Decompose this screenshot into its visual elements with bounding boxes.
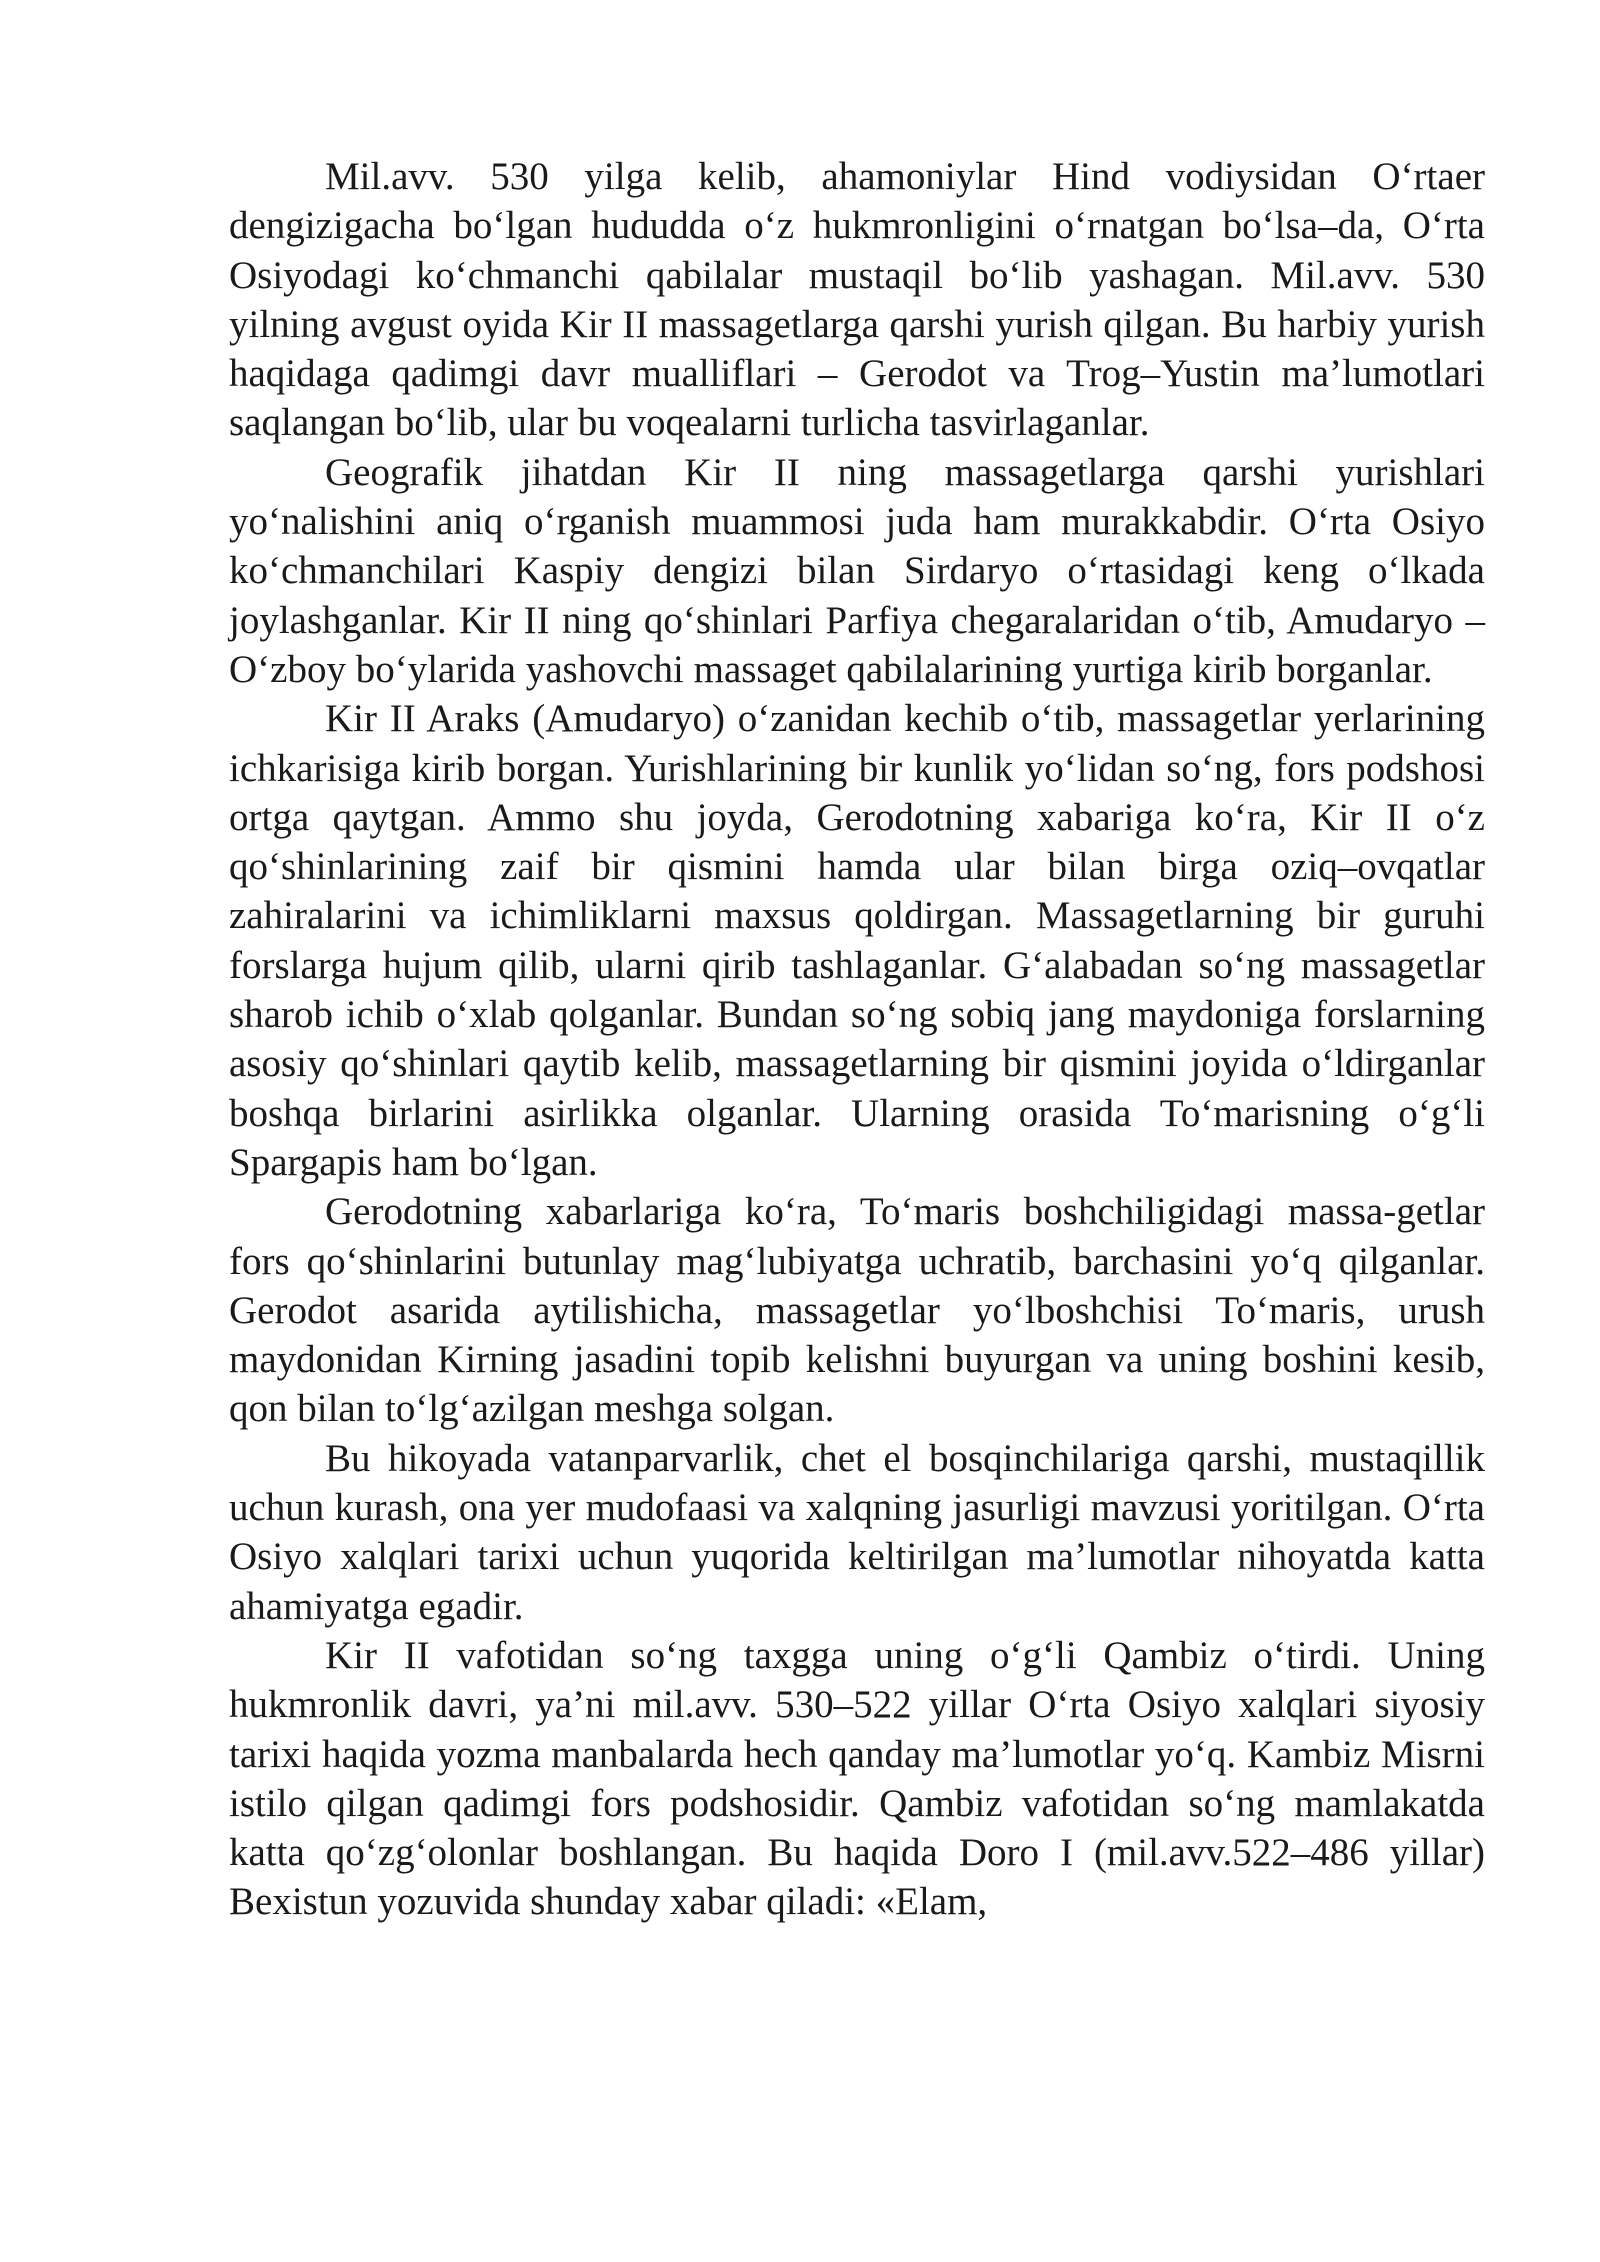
paragraph-6: Kir II vafotidan so‘ng taxgga uning o‘g‘li Qambiz o‘tirdi. Uning hukmronlik davri, ya’ni mil.avv. 530–522 yillar O‘rta Osiyo xalqlari siyosiy tarixi haqida yozma manbalarda hech qanday ma’lumotlar yo‘q. Kambiz Misrni istilo qilgan qadimgi fors podshosidir. Qambiz vafotidan so‘ng mamlakatda katta qo‘zg‘olonlar boshlangan. Bu haqida Doro I (mil.avv.522–486 yillar) Bexistun yozuvida shunday xabar qiladi: «Elam,	[229, 1633, 1485, 1924]
body-text	[229, 152, 1485, 1927]
paragraph-1: Mil.avv. 530 yilga kelib, ahamoniylar Hind vodiysidan O‘rtaer dengizigacha bo‘lgan hududda o‘z hukmronligini o‘rnatgan bo‘lsa–da, O‘rta Osiyodagi ko‘chmanchi qabilalar mustaqil bo‘lib yashagan. Mil.avv. 530 yilning avgust oyida Kir II massagetlarga qarshi yurish qilgan. Bu harbiy yurish haqidaga qadimgi davr mualliflari – Gerodot va Trog–Yustin ma’lumotlari saqlangan bo‘lib, ular bu voqealarni turlicha tasvirlaganlar.	[229, 155, 1485, 445]
paragraph-2: Geografik jihatdan Kir II ning massagetlarga qarshi yurishlari yo‘nalishini aniq o‘rganish muammosi juda ham murakkabdir. O‘rta Osiyo ko‘chmanchilari Kaspiy dengizi bilan Sirdaryo o‘rtasidagi keng o‘lkada joylashganlar. Kir II ning qo‘shinlari Parfiya chegaralaridan o‘tib, Amudaryo – O‘zboy bo‘ylarida yashovchi massaget qabilalarining yurtiga kirib borganlar.	[229, 450, 1485, 691]
paragraph-4: Gerodotning xabarlariga ko‘ra, To‘maris boshchiligidagi massa-getlar fors qo‘shinlarini butunlay mag‘lubiyatga uchratib, barchasini yo‘q qilganlar. Gerodot asarida aytilishicha, massagetlar yo‘lboshchisi To‘maris, urush maydonidan Kirning jasadini topib kelishni buyurgan va uning boshini kesib, qon bilan to‘lg‘azilgan meshga solgan.	[229, 1190, 1485, 1431]
paragraph-3: Kir II Araks (Amudaryo) o‘zanidan kechib o‘tib, massagetlar yerlarining ichkarisiga kirib borgan. Yurishlarining bir kunlik yo‘lidan so‘ng, fors podshosi ortga qaytgan. Ammo shu joyda, Gerodotning xabariga ko‘ra, Kir II o‘z qo‘shinlarining zaif bir qismini hamda ular bilan birga oziq–ovqatlar zahiralarini va ichimliklarni maxsus qoldirgan. Massagetlarning bir guruhi forslarga hujum qilib, ularni qirib tashlaganlar. G‘alabadan so‘ng massagetlar sharob ichib o‘xlab qolganlar. Bundan so‘ng sobiq jang maydoniga forslarning asosiy qo‘shinlari qaytib kelib, massagetlarning bir qismini joyida o‘ldirganlar boshqa birlarini asirlikka olganlar. Ularning orasida To‘marisning o‘g‘li Spargapis ham bo‘lgan.	[229, 697, 1485, 1184]
paragraph-5: Bu hikoyada vatanparvarlik, chet el bosqinchilariga qarshi, mustaqillik uchun kurash, ona yer mudofaasi va xalqning jasurligi mavzusi yoritilgan. O‘rta Osiyo xalqlari tarixi uchun yuqorida keltirilgan ma’lumotlar nihoyatda katta ahamiyatga egadir.	[229, 1436, 1485, 1628]
